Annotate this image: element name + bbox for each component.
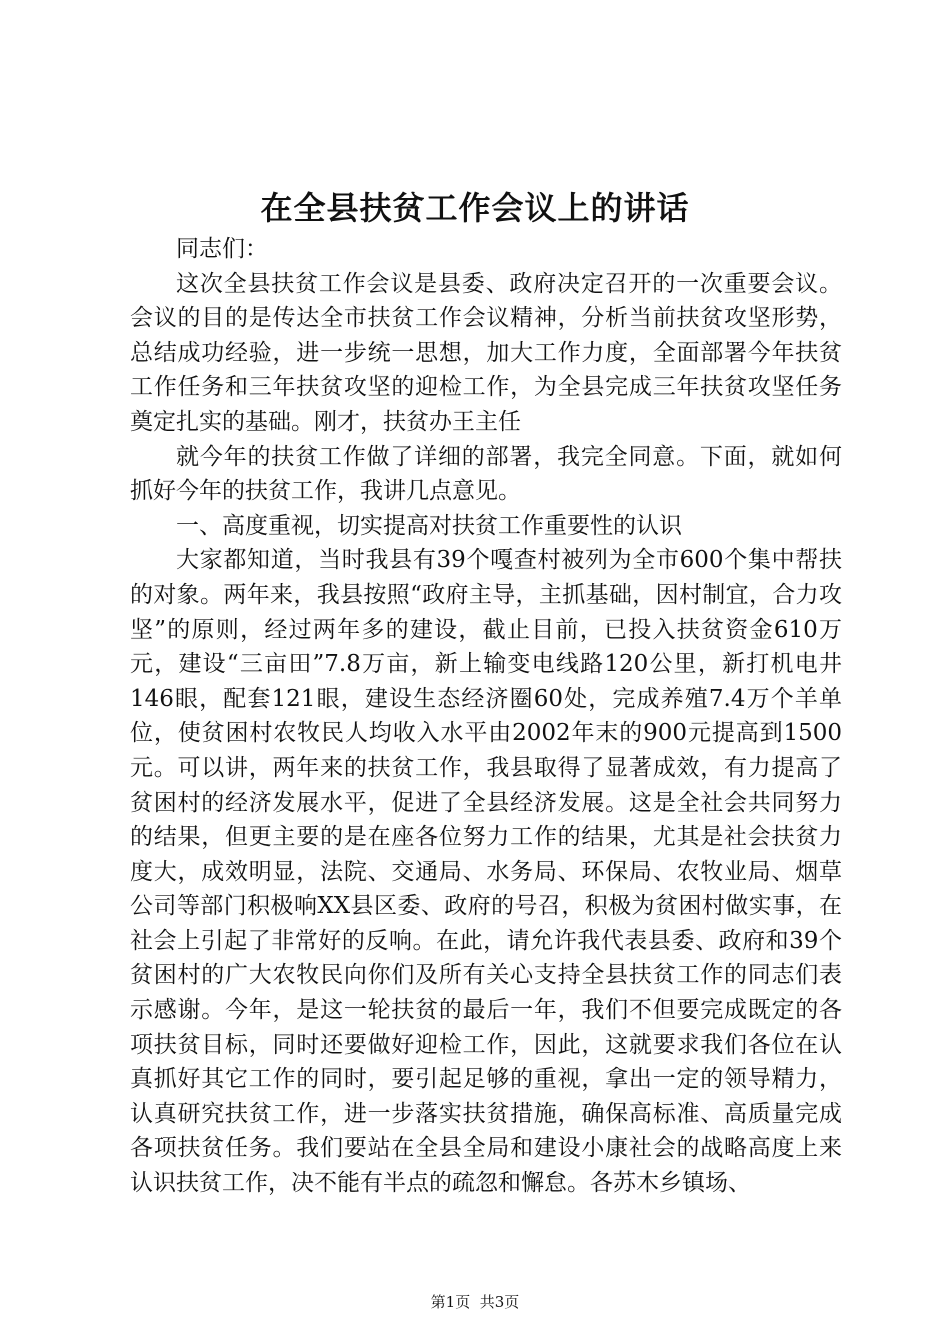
page-total: 共3页	[479, 1293, 520, 1311]
paragraph-section-1: 大家都知道，当时我县有39个嘎查村被列为全市600个集中帮扶的对象。两年来，我县按照“政府主导，主抓基础，因村制宜，合力攻坚”的原则，经过两年多的建设，截止目前，已投入扶贫资金610万元，建设“三亩田”7.8万亩，新上输变电线路120公里，新打机电井146眼，配套121眼，建设生态经济圈60处，完成养殖7.4万个羊单位，使贫困村农牧民人均收入水平由2002年末的900元提高到1500元。可以讲，两年来的扶贫工作，我县取得了显著成效，有力提高了贫困村的经济发展水平，促进了全县经济发展。这是全社会共同努力的结果，但更主要的是在座各位努力工作的结果，尤其是社会扶贫力度大，成效明显，法院、交通局、水务局、环保局、农牧业局、烟草公司等部门积极响XX县区委、政府的号召，积极为贫困村做实事，在社会上引起了非常好的反响。在此，请允许我代表县委、政府和39个贫困村的广大农牧民向你们及所有关心支持全县扶贫工作的同志们表示感谢。今年，是这一轮扶贫的最后一年，我们不但要完成既定的各项扶贫目标，同时还要做好迎检工作，因此，这就要求我们各位在认真抓好其它工作的同时，要引起足够的重视，拿出一定的领导精力，认真研究扶贫工作，进一步落实扶贫措施，确保高标准、高质量完成各项扶贫任务。我们要站在全县全局和建设小康社会的战略高度上来认识扶贫工作，决不能有半点的疏忽和懈怠。各苏木乡镇场、	[130, 547, 842, 1197]
document-title: 在全县扶贫工作会议上的讲话	[260, 189, 690, 227]
paragraph-intro-continued: 就今年的扶贫工作做了详细的部署，我完全同意。下面，就如何抓好今年的扶贫工作，我讲几点意见。	[130, 443, 842, 505]
section-heading-1: 一、高度重视，切实提高对扶贫工作重要性的认识	[176, 512, 682, 539]
salutation: 同志们：	[176, 236, 268, 262]
page-number: 第1页	[430, 1293, 471, 1311]
paragraph-intro: 这次全县扶贫工作会议是县委、政府决定召开的一次重要会议。会议的目的是传达全市扶贫工作会议精神，分析当前扶贫攻坚形势，总结成功经验，进一步统一思想，加大工作力度，全面部署今年扶贫工作任务和三年扶贫攻坚的迎检工作，为全县完成三年扶贫攻坚任务奠定扎实的基础。刚才，扶贫办王主任	[130, 270, 842, 435]
document-body	[130, 232, 842, 1201]
page-footer	[0, 1292, 950, 1312]
